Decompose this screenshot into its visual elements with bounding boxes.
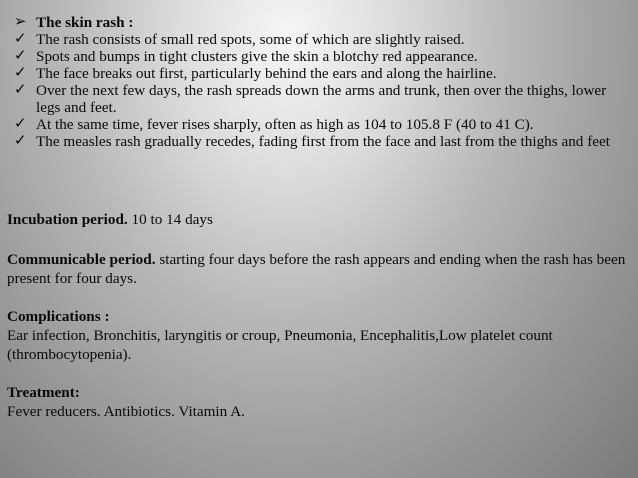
rash-item xyxy=(14,133,626,150)
rash-item-text: Spots and bumps in tight clusters give the skin a blotchy red appearance. xyxy=(36,48,478,65)
rash-item-text: At the same time, fever rises sharply, often as high as 104 to 105.8 F (40 to 41 C). xyxy=(36,116,534,133)
rash-heading-row xyxy=(14,14,626,31)
rash-item xyxy=(14,116,626,133)
checkmark-icon: ✓ xyxy=(14,133,27,149)
treatment-label: Treatment: xyxy=(7,384,80,401)
rash-item xyxy=(14,65,626,82)
incubation-text: 10 to 14 days xyxy=(127,211,213,228)
rash-item xyxy=(14,48,626,65)
checkmark-icon: ✓ xyxy=(14,31,27,47)
complications-label: Complications : xyxy=(7,308,110,325)
checkmark-icon: ✓ xyxy=(14,116,27,132)
incubation-label: Incubation period. xyxy=(7,211,128,228)
arrow-bullet-icon: ➢ xyxy=(14,14,27,30)
checkmark-icon: ✓ xyxy=(14,82,27,98)
rash-item xyxy=(14,82,626,116)
checkmark-icon: ✓ xyxy=(14,48,27,64)
rash-item-text: Over the next few days, the rash spreads down the arms and trunk, then over the thighs, lower legs and feet. xyxy=(36,82,607,116)
communicable-text: starting four days before the rash appears and ending when the rash has been present for four days. xyxy=(7,251,626,287)
complications-section xyxy=(7,307,631,364)
checkmark-icon: ✓ xyxy=(14,65,27,81)
rash-heading: The skin rash : xyxy=(36,14,134,31)
rash-bullet-list xyxy=(14,14,626,150)
communicable-label: Communicable period. xyxy=(7,251,156,268)
incubation-section xyxy=(7,210,631,229)
complications-text: Ear infection, Bronchitis, laryngitis or croup, Pneumonia, Encephalitis,Low platelet count (thrombocytopenia). xyxy=(7,327,553,363)
rash-item xyxy=(14,31,626,48)
rash-item-text: The measles rash gradually recedes, fading first from the face and last from the thighs and feet xyxy=(36,133,610,150)
communicable-section xyxy=(7,250,631,288)
treatment-section xyxy=(7,383,631,421)
treatment-text: Fever reducers. Antibiotics. Vitamin A. xyxy=(7,403,245,420)
rash-item-text: The rash consists of small red spots, some of which are slightly raised. xyxy=(36,31,465,48)
rash-item-text: The face breaks out first, particularly behind the ears and along the hairline. xyxy=(36,65,497,82)
